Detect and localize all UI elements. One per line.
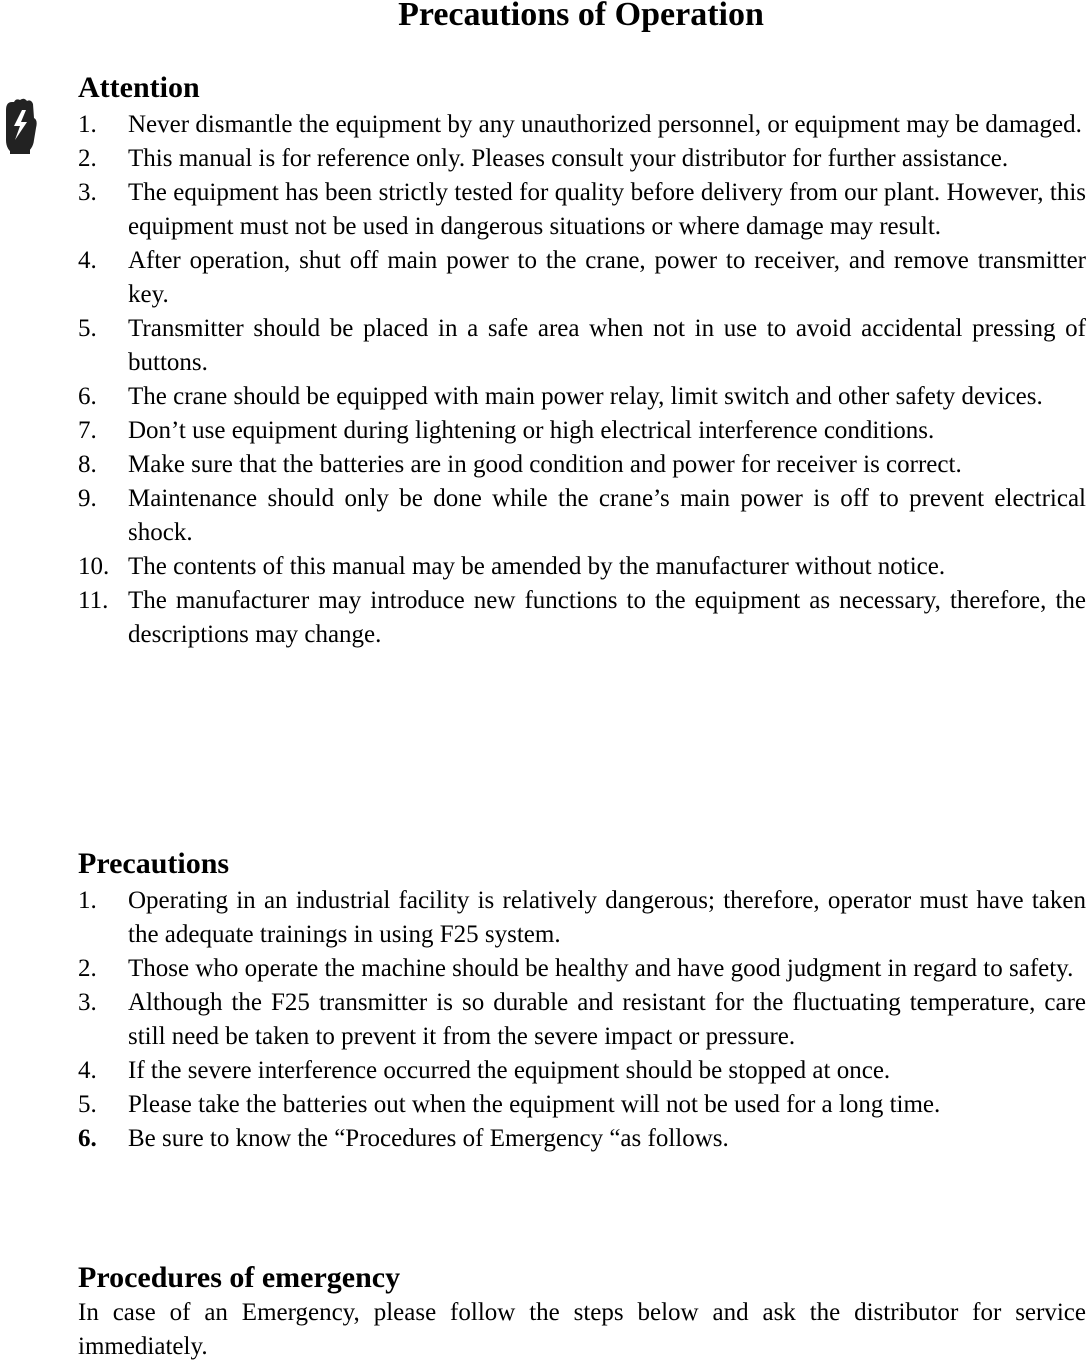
list-item-number: 8. xyxy=(78,451,97,478)
list-item-text: Never dismantle the equipment by any unauthorized personnel, or equipment may be damaged. xyxy=(128,111,1082,138)
list-item-text: The equipment has been strictly tested for quality before delivery from our plant. However, this equipment must not be used in dangerous situations or where damage may result. xyxy=(128,179,1086,240)
list-item-number: 5. xyxy=(78,1091,97,1118)
attention-heading: Attention xyxy=(78,71,200,104)
list-item-text: Operating in an industrial facility is relatively dangerous; therefore, operator must have taken the adequate trainings in using F25 system. xyxy=(128,887,1086,948)
list-item xyxy=(78,986,1086,1054)
list-item xyxy=(78,884,1086,952)
list-item xyxy=(78,952,1086,986)
list-item-number: 7. xyxy=(78,417,97,444)
list-item-text: Maintenance should only be done while the crane’s main power is off to prevent electrical shock. xyxy=(128,485,1086,546)
list-item-number: 1. xyxy=(78,887,97,914)
list-item-text: This manual is for reference only. Pleases consult your distributor for further assistance. xyxy=(128,145,1009,172)
list-item-text: Don’t use equipment during lightening or high electrical interference conditions. xyxy=(128,417,935,444)
list-item-number: 2. xyxy=(78,145,97,172)
list-item-number: 4. xyxy=(78,247,97,274)
list-item-number: 11. xyxy=(78,587,109,614)
list-item-text: Those who operate the machine should be healthy and have good judgment in regard to safety. xyxy=(128,955,1074,982)
list-item xyxy=(78,448,1086,482)
list-item xyxy=(78,550,1086,584)
list-item xyxy=(78,244,1086,312)
list-item-number: 3. xyxy=(78,179,97,206)
list-item xyxy=(78,108,1086,142)
list-item-text: After operation, shut off main power to the crane, power to receiver, and remove transmitter key. xyxy=(128,247,1086,308)
list-item-number: 5. xyxy=(78,315,97,342)
list-item xyxy=(78,414,1086,448)
list-item-text: Be sure to know the “Procedures of Emergency “as follows. xyxy=(128,1125,729,1152)
list-item-number: 3. xyxy=(78,989,97,1016)
list-item xyxy=(78,1088,1086,1122)
emergency-intro-text: In case of an Emergency, please follow the steps below and ask the distributor for service immediately. xyxy=(78,1299,1086,1360)
list-item-text: The manufacturer may introduce new functions to the equipment as necessary, therefore, the descriptions may change. xyxy=(128,587,1086,648)
electric-hazard-hand-icon xyxy=(0,96,42,158)
list-item-number: 1. xyxy=(78,111,97,138)
list-item xyxy=(78,176,1086,244)
list-item xyxy=(78,312,1086,380)
list-item xyxy=(78,142,1086,176)
list-item-number: 9. xyxy=(78,485,97,512)
list-item xyxy=(78,584,1086,652)
precautions-list xyxy=(78,884,1086,1156)
list-item-text: Although the F25 transmitter is so durable and resistant for the fluctuating temperature, care still need be taken to prevent it from the severe impact or pressure. xyxy=(128,989,1086,1050)
list-item-text: Please take the batteries out when the equipment will not be used for a long time. xyxy=(128,1091,941,1118)
list-item-number: 6. xyxy=(78,383,97,410)
precautions-heading: Precautions xyxy=(78,847,230,880)
list-item-text: The contents of this manual may be amended by the manufacturer without notice. xyxy=(128,553,946,580)
list-item xyxy=(78,1054,1086,1088)
list-item-number: 2. xyxy=(78,955,97,982)
emergency-heading: Procedures of emergency xyxy=(78,1261,401,1294)
page-title: Precautions of Operation xyxy=(398,0,764,33)
list-item-text: Transmitter should be placed in a safe area when not in use to avoid accidental pressing of buttons. xyxy=(128,315,1086,376)
list-item-text: The crane should be equipped with main power relay, limit switch and other safety devices. xyxy=(128,383,1043,410)
attention-list xyxy=(78,108,1086,652)
list-item-number: 4. xyxy=(78,1057,97,1084)
list-item-text: If the severe interference occurred the equipment should be stopped at once. xyxy=(128,1057,891,1084)
list-item-number: 10. xyxy=(78,553,110,580)
list-item xyxy=(78,482,1086,550)
list-item xyxy=(78,1122,1086,1156)
list-item-number: 6. xyxy=(78,1125,97,1152)
list-item xyxy=(78,380,1086,414)
list-item-text: Make sure that the batteries are in good condition and power for receiver is correct. xyxy=(128,451,962,478)
